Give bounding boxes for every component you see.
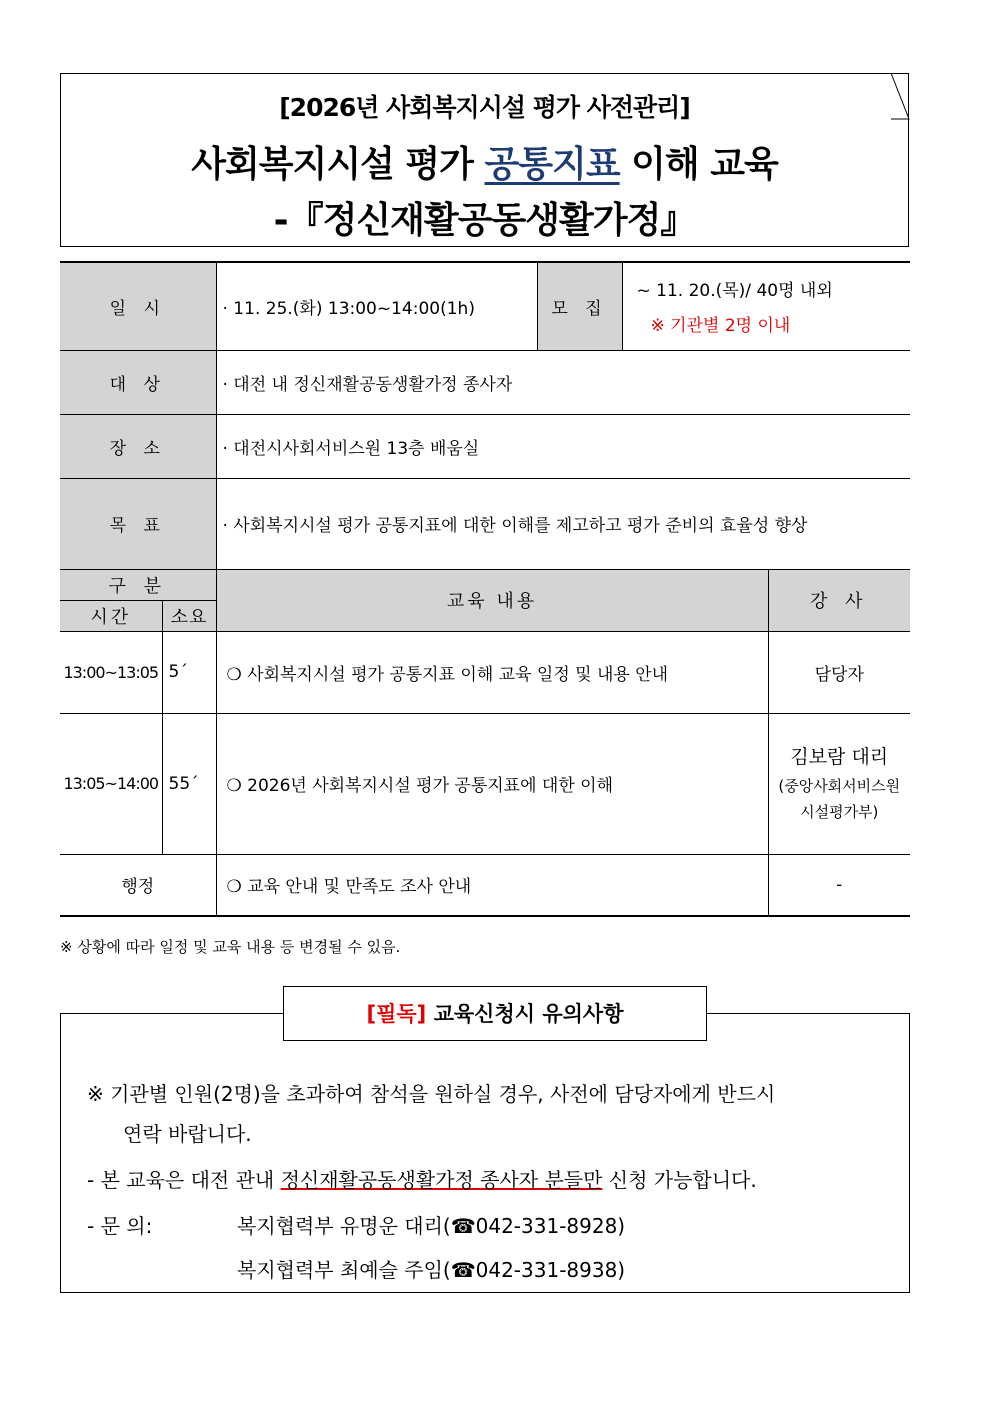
title-line3: -『정신재활공동생활가정』 <box>273 200 696 241</box>
recruit-cell <box>622 262 910 350</box>
col-duration: 소요 <box>162 600 216 631</box>
notice-item2-underline: 정신재활공동생활가정 종사자 분들만 <box>280 1168 603 1192</box>
row2-content: ❍ 2026년 사회복지시설 평가 공통지표에 대한 이해 <box>216 713 768 854</box>
place-value: · 대전시사회서비스원 13층 배움실 <box>216 414 910 478</box>
recruit-label: 모 집 <box>537 262 622 350</box>
change-note: ※ 상황에 따라 일정 및 교육 내용 등 변경될 수 있음. <box>60 938 401 956</box>
notice-item1b: 연락 바랍니다. <box>123 1122 252 1146</box>
table-row <box>60 569 910 600</box>
info-table <box>60 261 910 917</box>
date-label: 일 시 <box>60 262 216 350</box>
row2-lecturer-cell <box>768 713 910 854</box>
target-value: · 대전 내 정신재활공동생활가정 종사자 <box>216 350 910 414</box>
title-line1: [2026년 사회복지시설 평가 사전관리] <box>279 93 690 122</box>
target-label: 대 상 <box>60 350 216 414</box>
col-lecturer: 강 사 <box>768 569 910 631</box>
table-row <box>60 414 910 478</box>
title-line2-post: 이해 교육 <box>619 144 778 185</box>
row2-lecturer-sub: (중앙사회서비스원 시설평가부) <box>778 777 901 821</box>
title-line2-pre: 사회복지시설 평가 <box>191 144 485 185</box>
recruit-note: ※ 기관별 2명 이내 <box>650 316 791 337</box>
table-row <box>60 350 910 414</box>
table-row <box>60 854 910 916</box>
goal-value: · 사회복지시설 평가 공통지표에 대한 이해를 제고하고 평가 준비의 효율성 향상 <box>216 478 910 569</box>
contact-label: - 문 의: <box>87 1214 153 1238</box>
row2-lecturer: 김보람 대리 <box>790 746 889 768</box>
row1-duration: 5´ <box>162 631 216 713</box>
col-time: 시간 <box>60 600 162 631</box>
title-highlight: 공통지표 <box>484 144 620 185</box>
notice-item2-pre: - 본 교육은 대전 관내 <box>87 1168 281 1192</box>
col-content: 교육 내용 <box>216 569 768 631</box>
date-value: · 11. 25.(화) 13:00~14:00(1h) <box>216 262 537 350</box>
table-row <box>60 713 910 854</box>
col-group: 구 분 <box>60 569 216 600</box>
notice-title-red: [필독] <box>366 1002 427 1026</box>
table-row <box>60 478 910 569</box>
notice-item2 <box>87 1164 757 1193</box>
notice-title <box>283 986 707 1041</box>
contact-2: 복지협력부 최예슬 주임(☎042-331-8938) <box>237 1258 626 1282</box>
place-label: 장 소 <box>60 414 216 478</box>
table-row <box>60 262 910 350</box>
row1-lecturer: 담당자 <box>768 631 910 713</box>
row2-duration: 55´ <box>162 713 216 854</box>
admin-lecturer: - <box>768 854 910 916</box>
admin-label: 행정 <box>60 854 216 916</box>
table-row <box>60 631 910 713</box>
recruit-value: ~ 11. 20.(목)/ 40명 내외 <box>636 281 833 302</box>
row1-content: ❍ 사회복지시설 평가 공통지표 이해 교육 일정 및 내용 안내 <box>216 631 768 713</box>
notice-item2-post: 신청 가능합니다. <box>602 1168 757 1192</box>
notice-item1a: ※ 기관별 인원(2명)을 초과하여 참석을 원하실 경우, 사전에 담당자에게 반드시 <box>87 1082 776 1106</box>
notice-box <box>60 1013 910 1293</box>
title-box <box>60 73 909 247</box>
contact-1: 복지협력부 유명운 대리(☎042-331-8928) <box>237 1214 626 1238</box>
admin-content: ❍ 교육 안내 및 만족도 조사 안내 <box>216 854 768 916</box>
row2-time: 13:05~14:00 <box>60 713 162 854</box>
row1-time: 13:00~13:05 <box>60 631 162 713</box>
notice-title-rest: 교육신청시 유의사항 <box>426 1002 624 1026</box>
title-line2 <box>61 136 908 187</box>
goal-label: 목 표 <box>60 478 216 569</box>
